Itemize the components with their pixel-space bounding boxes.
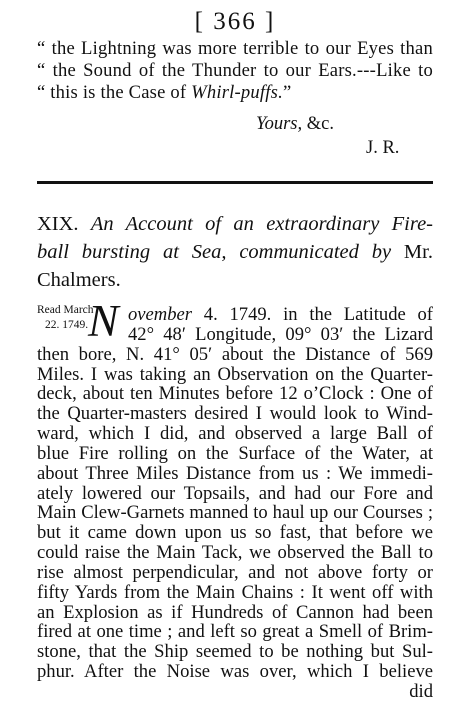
- quote-line-2: “ the Sound of the Thunder to our Ears.---Like to: [37, 60, 433, 81]
- quote-line-1: “ the Lightning was more terrible to our Eyes than: [37, 38, 433, 59]
- page-number: [ 366 ]: [194, 8, 276, 35]
- signoff-italic: Yours,: [256, 114, 303, 134]
- heading-title-part-2: ball bursting at Sea, communicated by: [37, 241, 392, 263]
- body-line: the Quarter-masters desired I would look to Wind-: [37, 403, 433, 425]
- heading-title-mr: Mr.: [391, 241, 433, 263]
- quote-line-3-text: “ this is the Case of: [37, 82, 192, 103]
- body-line: an Explosion as if Hundreds of Cannon had been: [37, 601, 433, 623]
- body-line-1-rest: 4. 1749. in the Latitude of: [192, 304, 433, 325]
- body-line: ately lowered our Topsails, and had our Fore and: [37, 482, 433, 504]
- body-line: ward, which I did, and observed a large Ball of: [37, 423, 433, 445]
- quote-close-mark: ”: [282, 82, 292, 103]
- body-line: could raise the Main Tack, we observed the Ball to: [37, 542, 433, 564]
- body-line: fired at one time ; and left so great a Smell of Brim-: [37, 621, 433, 643]
- quote-line-3: [37, 82, 291, 104]
- catchword: did: [409, 681, 433, 702]
- read-date-line-2: 22. 1749.: [45, 319, 89, 331]
- read-date-note: [37, 303, 94, 333]
- body-line: blue Fire rolling on the Surface of the Water, at: [37, 442, 433, 464]
- body-line-2: 42° 48′ Longitude, 09° 03′ the Lizard: [128, 323, 433, 345]
- article-heading-line-3: Chalmers.: [37, 269, 121, 291]
- body-line: stone, that the Ship seemed to be nothing but Sul-: [37, 641, 433, 663]
- body-line: deck, about ten Minutes before 12 o’Clock : One of: [37, 383, 433, 405]
- article-number: XIX.: [37, 213, 79, 235]
- body-line: fifty Yards from the Main Chains : It went off with: [37, 581, 433, 603]
- body-line-1-italic: ovember: [128, 304, 193, 325]
- article-heading-line-2: [37, 238, 433, 266]
- signature-initials: J. R.: [366, 138, 400, 158]
- quote-italic-term: Whirl-puffs.: [191, 82, 283, 103]
- section-divider: [37, 181, 433, 184]
- read-date-line-1: Read March: [37, 304, 94, 316]
- signoff-rest: &c.: [302, 114, 334, 134]
- article-heading-line-1: [37, 210, 433, 238]
- signoff: [256, 114, 334, 135]
- body-line: but it came down upon us so fast, that before we: [37, 522, 433, 544]
- drop-cap: N: [88, 295, 119, 346]
- body-line: rise almost perpendicular, and not above forty or: [37, 561, 433, 583]
- body-line: then bore, N. 41° 05′ about the Distance of 569: [37, 343, 433, 365]
- body-line: Miles. I was taking an Observation on the Quarter-: [37, 363, 433, 385]
- heading-title-part-1: An Account of an extraordinary Fire-: [90, 213, 434, 235]
- body-line-1: [128, 305, 433, 325]
- body-line: phur. After the Noise was over, which I believe: [37, 661, 433, 683]
- body-line: about Three Miles Distance from us : We immedi-: [37, 462, 433, 484]
- body-line: Main Clew-Garnets manned to haul up our Courses ;: [37, 502, 433, 524]
